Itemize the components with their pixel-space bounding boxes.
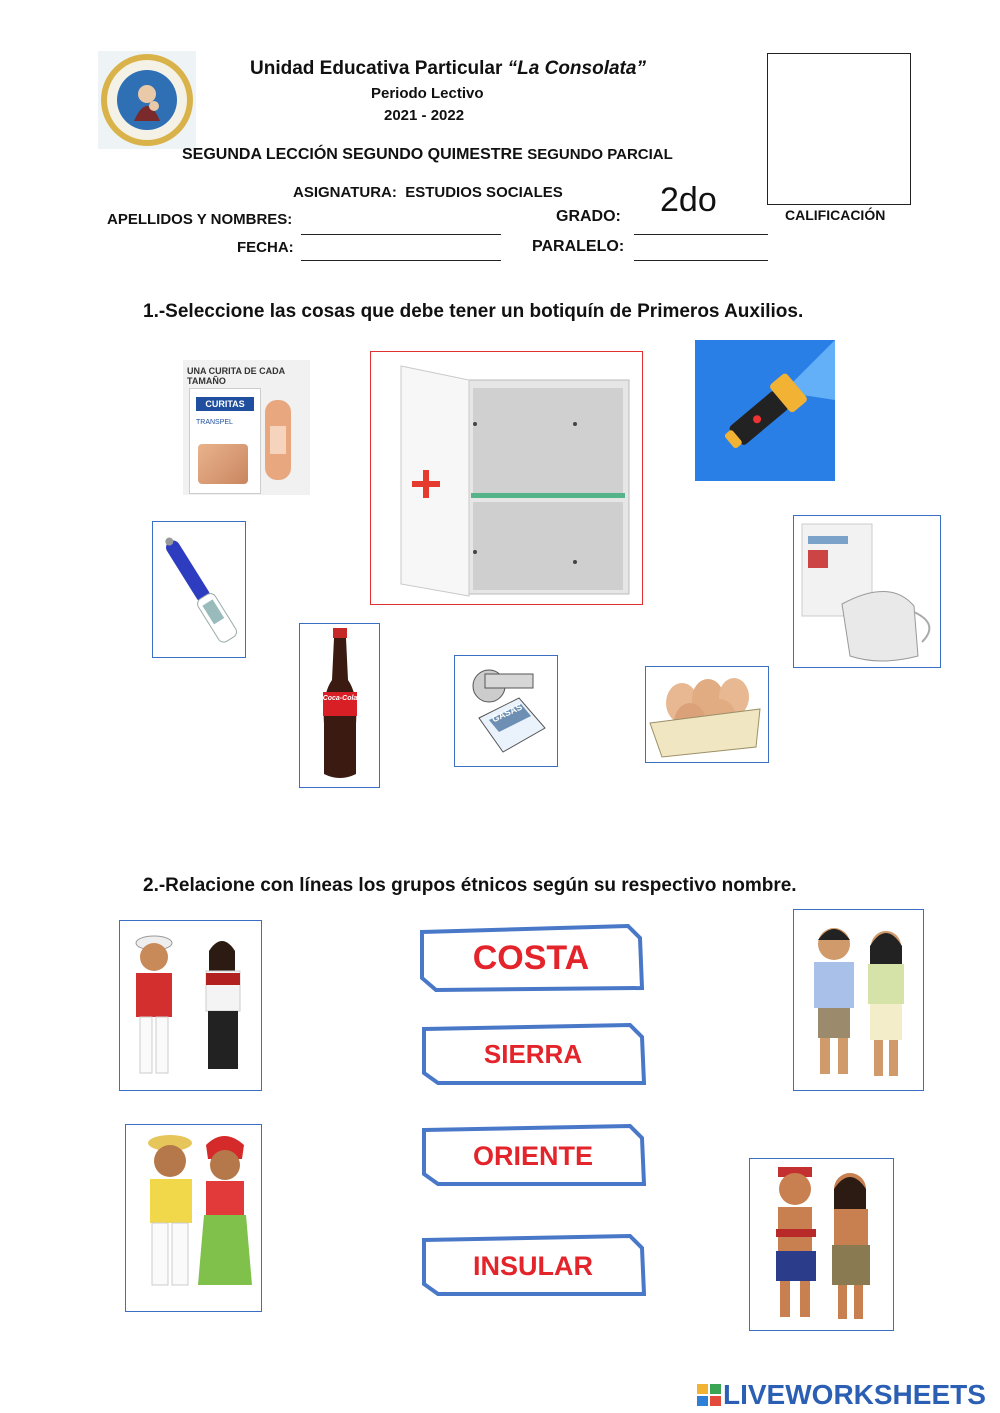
mask-icon	[794, 516, 940, 667]
question-2-text: 2.-Relacione con líneas los grupos étnicos según su respectivo nombre.	[143, 875, 797, 896]
period-years: 2021 - 2022	[384, 107, 465, 124]
label-insular-text: INSULAR	[473, 1250, 593, 1281]
item-coca-cola[interactable]	[299, 623, 380, 788]
lesson-title	[182, 146, 673, 164]
lesson-title-main: SEGUNDA LECCIÓN SEGUNDO QUIMESTRE	[182, 146, 523, 163]
score-box	[767, 53, 911, 205]
school-title	[250, 58, 646, 80]
soda-bottle-icon	[300, 624, 379, 787]
lesson-title-partial: SEGUNDO PARCIAL	[527, 146, 673, 163]
item-eggs[interactable]	[645, 666, 769, 763]
question-1-text: 1.-Seleccione las cosas que debe tener un botiquín de Primeros Auxilios.	[143, 301, 804, 322]
thermometer-icon	[153, 522, 245, 657]
label-sierra[interactable]	[420, 1023, 646, 1086]
ethnic-image-4[interactable]	[749, 1158, 894, 1331]
item-gasas[interactable]	[454, 655, 558, 767]
school-logo	[98, 51, 196, 149]
item-flashlight[interactable]	[695, 340, 835, 481]
curitas-brand: CURITAS	[196, 397, 254, 411]
ethnic-image-3[interactable]	[125, 1124, 262, 1312]
ethnic-image-2[interactable]	[793, 909, 924, 1091]
label-costa[interactable]	[418, 924, 644, 992]
parallel-line[interactable]	[634, 260, 768, 261]
parallel-label: PARALELO:	[532, 238, 625, 255]
curitas-sub: TRANSPEL	[196, 419, 233, 426]
soda-brand: Coca-Cola	[322, 695, 358, 702]
cabinet-icon	[371, 352, 642, 604]
people-illustration	[794, 910, 923, 1090]
label-insular[interactable]	[420, 1234, 646, 1298]
period-label: Periodo Lectivo	[371, 85, 484, 102]
grade-value: 2do	[660, 181, 717, 219]
flashlight-icon	[695, 340, 835, 481]
item-thermometer[interactable]	[152, 521, 246, 658]
names-line[interactable]	[301, 234, 501, 235]
item-first-aid-cabinet[interactable]	[370, 351, 643, 605]
item-face-mask[interactable]	[793, 515, 941, 668]
label-oriente-text: ORIENTE	[472, 1140, 593, 1171]
label-oriente[interactable]	[420, 1124, 646, 1188]
liveworksheets-logo	[697, 1378, 986, 1412]
item-curitas[interactable]	[183, 360, 310, 495]
eggs-icon	[646, 667, 768, 762]
names-label: APELLIDOS Y NOMBRES:	[107, 211, 293, 228]
curitas-caption: UNA CURITA DE CADA TAMAÑO	[187, 366, 285, 386]
subject: ASIGNATURA: ESTUDIOS SOCIALES	[293, 184, 563, 201]
ethnic-image-1[interactable]	[119, 920, 262, 1091]
curitas-package	[189, 388, 261, 494]
grade-label: GRADO:	[556, 208, 621, 225]
people-illustration	[120, 921, 261, 1090]
gauze-brand: GASAS	[490, 701, 524, 725]
school-name: “La Consolata”	[507, 58, 646, 79]
score-label: CALIFICACIÓN	[785, 207, 886, 223]
bandage-icon	[265, 400, 291, 480]
grade-line	[634, 234, 768, 235]
date-label: FECHA:	[237, 239, 294, 256]
liveworksheets-brand: LIVEWORKSHEETS	[723, 1379, 986, 1410]
date-line[interactable]	[301, 260, 501, 261]
school-label: Unidad Educativa Particular	[250, 58, 503, 79]
people-illustration	[750, 1159, 893, 1330]
liveworksheets-icon	[697, 1384, 721, 1406]
people-illustration	[126, 1125, 261, 1311]
label-costa-text: COSTA	[472, 938, 590, 977]
label-sierra-text: SIERRA	[483, 1039, 583, 1069]
